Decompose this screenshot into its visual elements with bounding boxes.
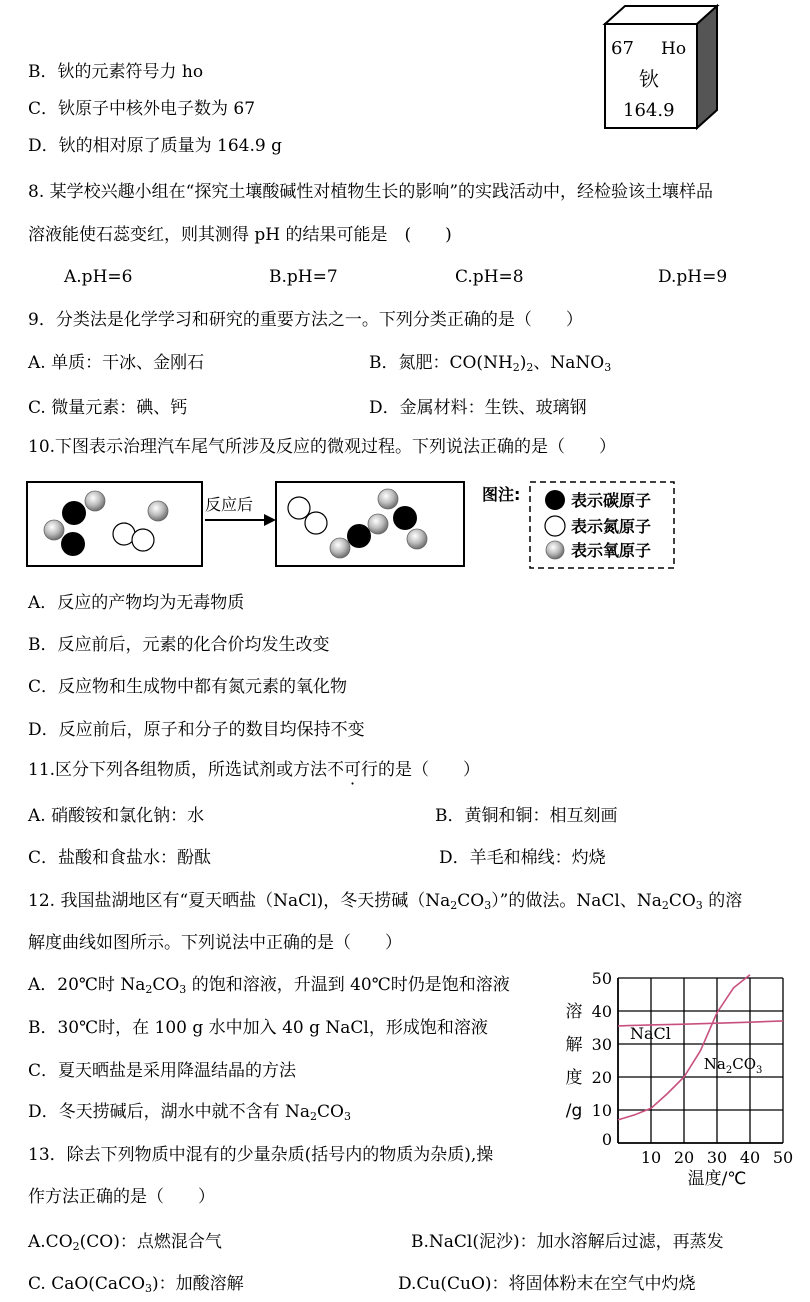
element-number: 67 (611, 38, 634, 59)
q8-option-d[interactable]: D.pH=9 (658, 267, 728, 287)
reaction-arrow (264, 514, 276, 526)
q13-option-b[interactable]: B.NaCl(泥沙)：加水溶解后过滤，再蒸发 (411, 1232, 724, 1252)
q12-option-c[interactable]: C．夏天晒盐是采用降温结晶的方法 (28, 1061, 297, 1081)
oxygen-atom (378, 489, 398, 509)
nitrogen-atom (288, 497, 310, 519)
x-tick-label: 40 (739, 1148, 761, 1167)
q13-option-c[interactable]: C. CaO(CaCO$_3$)：加酸溶解 (28, 1274, 244, 1295)
q12-stem-line2: 解度曲线如图所示。下列说法中正确的是（ ） (28, 933, 402, 953)
q12-option-a[interactable]: A．20℃时 $Na_2CO_3$ 的饱和溶液，升温到 40℃时仍是饱和溶液 (28, 975, 510, 996)
x-tick-label: 30 (706, 1148, 728, 1167)
element-mass: 164.9 (623, 100, 675, 121)
oxygen-atom (85, 491, 105, 511)
carbon-atom (62, 501, 86, 525)
q12-option-d[interactable]: D．冬天捞碱后，湖水中就不含有 $Na_2CO_3$ (28, 1102, 351, 1123)
carbon-atom (347, 524, 371, 548)
nitrogen-atom (132, 529, 154, 551)
y-axis-label: 解 (565, 1034, 583, 1055)
q9-stem: 9．分类法是化学学习和研究的重要方法之一。下列分类正确的是（ ） (28, 310, 583, 330)
q11-option-b[interactable]: B．黄铜和铜：相互刻画 (435, 806, 618, 826)
legend-oxygen-label: 表示氧原子 (571, 541, 652, 560)
y-tick-label: 30 (591, 1035, 612, 1054)
legend-title: 图注: (482, 485, 521, 504)
element-card (595, 2, 725, 132)
q10-stem: 10.下图表示治理汽车尾气所涉及反应的微观过程。下列说法正确的是（ ） (28, 437, 617, 457)
q8-stem-line1: 8. 某学校兴趣小组在“探究土壤酸碱性对植物生长的影响”的实践活动中，经检验该土壤样品 (28, 182, 714, 202)
nitrogen-atom (305, 512, 327, 534)
legend-carbon-icon (545, 490, 565, 510)
y-tick-label: 10 (591, 1101, 612, 1120)
y-axis-label: 度 (565, 1067, 583, 1088)
q10-option-c[interactable]: C．反应物和生成物中都有氮元素的氧化物 (28, 677, 348, 697)
legend-nitrogen-icon (545, 516, 565, 536)
q9-option-a[interactable]: A. 单质：干冰、金刚石 (28, 353, 205, 373)
oxygen-atom (330, 538, 350, 558)
q7-option-c[interactable]: C．钬原子中核外电子数为 67 (28, 99, 256, 119)
q13-option-a[interactable]: $A.CO_2(CO)$：点燃混合气 (28, 1232, 222, 1253)
q8-stem-line2: 溶液能使石蕊变红，则其测得 pH 的结果可能是 ( ) (28, 225, 452, 245)
legend-nitrogen-label: 表示氮原子 (571, 517, 652, 536)
q10-option-d[interactable]: D．反应前后，原子和分子的数目均保持不变 (28, 720, 365, 740)
q13-option-d[interactable]: D.Cu(CuO)：将固体粉末在空气中灼烧 (398, 1274, 696, 1294)
q10-option-a[interactable]: A．反应的产物均为无毒物质 (28, 593, 245, 613)
y-tick-label: 20 (591, 1068, 612, 1087)
series-label-na2co3: $Na_2CO_3$ (703, 1054, 763, 1076)
q9-option-c[interactable]: C. 微量元素：碘、钙 (28, 398, 188, 418)
q7-option-d[interactable]: D．钬的相对原了质量为 164.9 g (28, 136, 282, 156)
legend-carbon-label: 表示碳原子 (571, 491, 652, 510)
oxygen-atom (44, 520, 64, 540)
oxygen-atom (407, 529, 427, 549)
q11-option-c[interactable]: C．盐酸和食盐水：酚酞 (28, 848, 212, 868)
q12-option-b[interactable]: B．30℃时，在 100 g 水中加入 40 g NaCl，形成饱和溶液 (28, 1018, 488, 1038)
oxygen-atom (148, 501, 168, 521)
y-tick-label: 50 (591, 969, 612, 988)
y-tick-label: 40 (591, 1002, 612, 1021)
q11-option-a[interactable]: A. 硝酸铵和氯化钠：水 (28, 806, 205, 826)
q13-stem-line1: 13．除去下列物质中混有的少量杂质(括号内的物质为杂质),操 (28, 1145, 494, 1165)
x-tick-label: 50 (772, 1148, 794, 1167)
q7-option-b[interactable]: B．钬的元素符号力 ho (28, 62, 204, 82)
q8-option-c[interactable]: C.pH=8 (455, 267, 524, 287)
reaction-arrow-label: 反应后 (205, 495, 254, 514)
q11-stem: 11.区分下列各组物质，所选试剂或方法不可行的是（ ） (28, 760, 481, 780)
q13-stem-line2: 作方法正确的是（ ） (28, 1187, 215, 1207)
q10-option-b[interactable]: B．反应前后，元素的化合价均发生改变 (28, 635, 330, 655)
y-axis-label: 溶 (565, 1001, 583, 1022)
q8-option-b[interactable]: B.pH=7 (269, 267, 338, 287)
element-symbol: Ho (661, 39, 687, 59)
q9-option-d[interactable]: D．金属材料：生铁、玻璃钢 (369, 398, 587, 418)
carbon-atom (61, 532, 85, 556)
q8-option-a[interactable]: A.pH=6 (64, 267, 133, 287)
y-axis-label: /g (565, 1100, 583, 1121)
x-axis-label: 温度/℃ (687, 1169, 747, 1189)
solubility-chart (560, 960, 800, 1190)
y-tick-label: 0 (601, 1130, 612, 1149)
q11-option-d[interactable]: D．羊毛和棉线：灼烧 (439, 848, 606, 868)
q12-stem-line1: 12. 我国盐湖地区有“夏天晒盐（NaCl)，冬天捞碱$(Na_2CO_3)$”的做法。NaCl、$Na_2CO_3$ 的溶 (28, 891, 743, 912)
series-label-nacl: NaCl (630, 1024, 671, 1044)
legend-oxygen-icon (546, 541, 564, 559)
q9-option-b[interactable]: B．氮肥：$CO(NH_2)_2$、NaNO$_3$ (369, 353, 612, 374)
x-tick-label: 20 (673, 1148, 695, 1167)
x-tick-label: 10 (640, 1148, 662, 1167)
q11-emphasis: 不可行 (327, 760, 379, 780)
reaction-diagram (20, 472, 700, 576)
oxygen-atom (368, 514, 388, 534)
carbon-atom (393, 506, 417, 530)
element-name: 钬 (639, 67, 659, 91)
